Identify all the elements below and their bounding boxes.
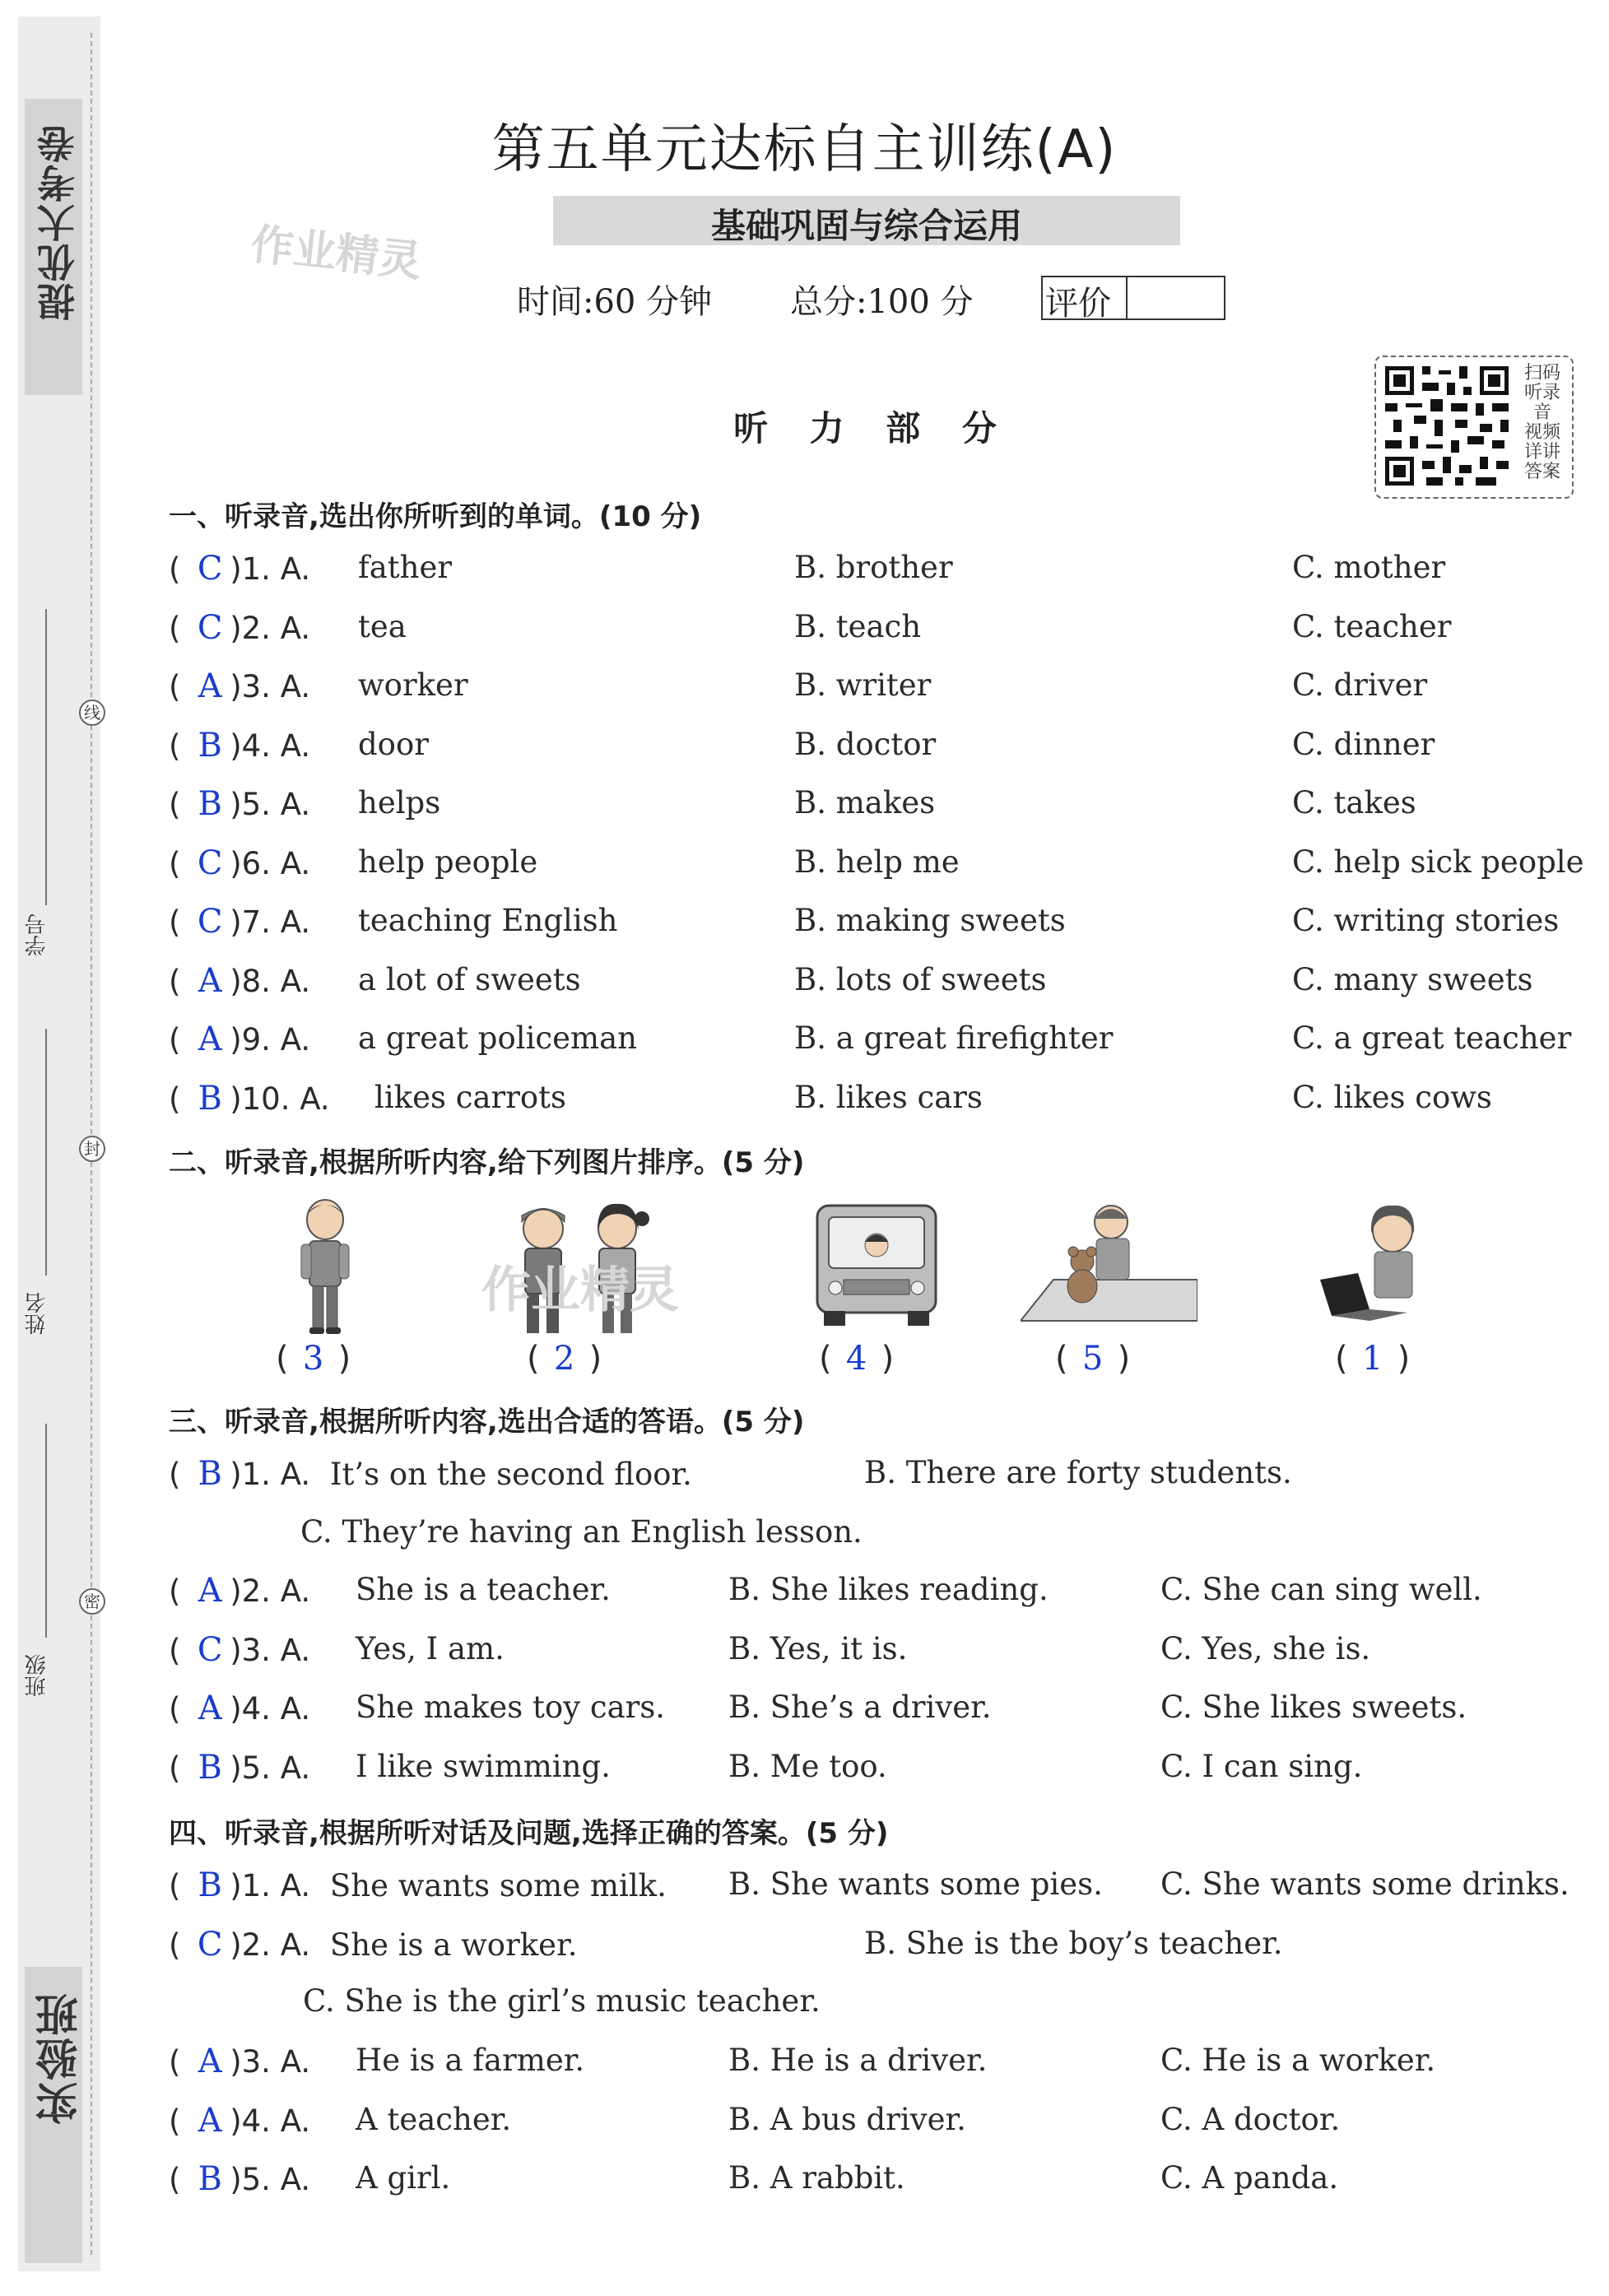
binding-mark-seal: 封 [79, 1136, 105, 1162]
close-paren: ) [1397, 1340, 1411, 1378]
s1-question-5 [169, 785, 310, 823]
question-number: )3. A. [230, 2044, 311, 2080]
s1-q3-option-a: worker [358, 667, 468, 703]
answer-mark: C [197, 1630, 223, 1669]
picture-order-2 [527, 1340, 602, 1378]
close-paren: ) [881, 1340, 895, 1378]
s4-q5-option-c: C. A panda. [1160, 2160, 1339, 2196]
option-a: It’s on the second floor. [329, 1457, 692, 1492]
open-paren: ( [169, 669, 191, 704]
s3-q2-option-a: She is a teacher. [356, 1572, 611, 1607]
open-paren: ( [169, 1081, 191, 1117]
open-paren: ( [169, 963, 191, 999]
s1-question-6 [169, 844, 310, 882]
s3-q1-option-c: C. They’re having an English lesson. [300, 1514, 863, 1550]
s1-q9-option-b: B. a great firefighter [794, 1020, 1114, 1056]
picture-toy-maker [1021, 1197, 1197, 1329]
option-a: She is a worker. [329, 1927, 578, 1963]
question-number: )2. A. [230, 1573, 311, 1609]
open-paren: ( [169, 1750, 191, 1786]
watermark-top: 作业精灵 [248, 220, 425, 287]
answer-mark: A [198, 667, 222, 705]
field-student-id: 学号 [25, 913, 49, 956]
open-paren: ( [169, 1457, 191, 1492]
evaluation-label: 评价 [1045, 285, 1111, 323]
s3-q2-option-c: C. She can sing well. [1160, 1572, 1482, 1607]
s1-q9-option-c: C. a great teacher [1292, 1020, 1572, 1056]
s3-question-4 [169, 1689, 310, 1727]
s3-question-1 [169, 1455, 692, 1493]
open-paren: ( [169, 2103, 191, 2139]
picture-order-4 [1055, 1340, 1130, 1378]
s1-q6-option-a: help people [358, 844, 538, 880]
answer-mark: A [198, 2101, 222, 2140]
open-paren: ( [169, 610, 191, 646]
open-paren: ( [169, 904, 191, 940]
s3-question-3 [169, 1631, 310, 1669]
answer-mark: C [197, 550, 223, 588]
answer-mark: B [198, 1866, 222, 1904]
open-paren: ( [169, 1691, 191, 1727]
listening-part-title: 听 力 部 分 [733, 408, 1011, 449]
question-number: )3. A. [230, 669, 311, 704]
question-number: )1. A. [230, 1868, 311, 1903]
s1-question-4 [169, 727, 310, 765]
s3-q4-option-a: She makes toy cars. [356, 1689, 666, 1725]
answer-mark: B [198, 726, 222, 765]
qr-caption: 扫码听录音 视频详讲答案 [1523, 363, 1560, 482]
s3-q5-option-b: B. Me too. [728, 1748, 887, 1784]
s4-q4-option-b: B. A bus driver. [728, 2101, 966, 2137]
s1-q10-option-c: C. likes cows [1292, 1079, 1492, 1115]
s1-q10-option-b: B. likes cars [794, 1079, 983, 1115]
time-limit: 时间:60 分钟 [517, 283, 713, 321]
sidebar-top-text: 提优大考卷 [36, 123, 81, 321]
answer-mark: A [198, 961, 222, 1000]
s4-q4-option-a: A teacher. [356, 2101, 512, 2137]
s4-q3-option-a: He is a farmer. [356, 2043, 585, 2078]
field-name-line [45, 1029, 47, 1276]
s4-question-1 [169, 1866, 667, 1904]
answer-mark: A [198, 2043, 222, 2080]
s1-q7-option-c: C. writing stories [1292, 903, 1560, 938]
s1-q9-option-a: a great policeman [358, 1020, 637, 1056]
s1-q1-option-a: father [358, 550, 453, 585]
answer-mark: A [198, 1689, 222, 1727]
page-subtitle: 基础巩固与综合运用 [710, 206, 1022, 246]
s3-q3-option-c: C. Yes, she is. [1160, 1630, 1371, 1666]
question-number: )3. A. [230, 1632, 311, 1668]
s1-q5-option-b: B. makes [794, 785, 936, 820]
s1-q1-option-b: B. brother [794, 550, 953, 585]
question-number: )7. A. [230, 904, 311, 940]
s1-q4-option-b: B. doctor [794, 726, 937, 762]
question-number: )5. A. [230, 787, 311, 822]
open-paren: ( [819, 1340, 832, 1378]
s4-q3-option-b: B. He is a driver. [728, 2043, 988, 2078]
s3-question-5 [169, 1749, 310, 1787]
answer-mark: C [197, 844, 223, 882]
s1-q7-option-b: B. making sweets [794, 903, 1066, 938]
s1-q10-option-a: likes carrots [374, 1079, 567, 1115]
watermark-middle: 作业精灵 [481, 1262, 679, 1319]
close-paren: ) [1117, 1340, 1131, 1378]
option-a: She wants some milk. [329, 1868, 667, 1903]
picture-woman-laptop [1317, 1197, 1440, 1329]
picture-boy-walking [280, 1193, 370, 1337]
s4-q1-option-c: C. She wants some drinks. [1160, 1866, 1569, 1902]
s3-q1-option-b: B. There are forty students. [864, 1455, 1292, 1490]
s1-question-10 [169, 1080, 330, 1118]
s3-q5-option-c: C. I can sing. [1160, 1748, 1363, 1784]
open-paren: ( [169, 1927, 191, 1963]
s4-q1-option-b: B. She wants some pies. [728, 1866, 1103, 1902]
s1-q1-option-c: C. mother [1292, 550, 1446, 585]
s3-q4-option-b: B. She’s a driver. [728, 1689, 992, 1725]
s4-q5-option-b: B. A rabbit. [728, 2160, 905, 2196]
open-paren: ( [169, 1022, 191, 1057]
question-number: )6. A. [230, 845, 311, 881]
s4-q3-option-c: C. He is a worker. [1160, 2043, 1436, 2078]
close-paren: ) [337, 1340, 351, 1378]
binding-mark-line: 线 [79, 699, 105, 726]
field-class: 班级 [25, 1654, 49, 1697]
open-paren: ( [169, 2044, 191, 2080]
answer-mark: B [198, 1748, 222, 1787]
sidebar-bottom-text: 实验班 [36, 1992, 86, 2125]
s4-question-5 [169, 2160, 310, 2198]
s3-q5-option-a: I like swimming. [356, 1748, 611, 1784]
question-number: )4. A. [230, 2103, 311, 2139]
open-paren: ( [169, 1573, 191, 1609]
picture-order-3 [819, 1340, 894, 1378]
s1-q3-option-b: B. writer [794, 667, 932, 703]
order-number: 3 [302, 1340, 324, 1378]
question-number: )8. A. [230, 963, 311, 999]
s1-q4-option-c: C. dinner [1292, 726, 1435, 762]
open-paren: ( [169, 845, 191, 881]
s3-q2-option-b: B. She likes reading. [728, 1572, 1049, 1607]
s4-question-4 [169, 2102, 310, 2140]
s1-question-1 [169, 550, 310, 588]
s1-q5-option-a: helps [358, 785, 441, 820]
open-paren: ( [169, 1868, 191, 1903]
question-number: )5. A. [230, 2162, 311, 2197]
s1-question-3 [169, 667, 310, 705]
s1-question-7 [169, 903, 310, 941]
answer-mark: B [198, 2160, 222, 2198]
answer-mark: B [198, 785, 222, 823]
s1-q7-option-a: teaching English [358, 903, 618, 938]
question-number: )2. A. [230, 610, 311, 646]
open-paren: ( [169, 727, 191, 764]
binding-mark-secret: 密 [79, 1588, 105, 1615]
total-score: 总分:100 分 [790, 283, 974, 321]
s3-q3-option-b: B. Yes, it is. [728, 1630, 908, 1666]
s3-q3-option-a: Yes, I am. [356, 1630, 505, 1666]
s4-q2-option-b: B. She is the boy’s teacher. [864, 1926, 1283, 1961]
question-number: )1. A. [230, 551, 311, 587]
s3-question-2 [169, 1572, 310, 1610]
s1-q3-option-c: C. driver [1292, 667, 1428, 703]
open-paren: ( [527, 1340, 540, 1378]
answer-mark: B [198, 1455, 222, 1493]
page-title: 第五单元达标自主训练(A) [491, 119, 1118, 180]
s1-question-2 [169, 609, 310, 647]
s1-q8-option-b: B. lots of sweets [794, 961, 1047, 997]
evaluation-separator [1126, 277, 1128, 318]
s1-q8-option-a: a lot of sweets [358, 961, 581, 997]
open-paren: ( [169, 1632, 191, 1668]
open-paren: ( [1055, 1340, 1068, 1378]
section-3-heading: 三、听录音,根据所听内容,选出合适的答语。(5 分) [169, 1406, 805, 1438]
close-paren: ) [588, 1340, 602, 1378]
s4-q5-option-a: A girl. [356, 2160, 451, 2196]
order-number: 2 [553, 1340, 575, 1378]
s4-question-2 [169, 1926, 577, 1964]
picture-order-1 [276, 1340, 351, 1378]
question-number: )4. A. [230, 727, 311, 764]
open-paren: ( [169, 551, 191, 587]
picture-order-5 [1335, 1340, 1410, 1378]
s4-q4-option-c: C. A doctor. [1160, 2101, 1341, 2137]
question-number: )1. A. [230, 1457, 311, 1492]
field-name: 姓名 [25, 1292, 49, 1335]
open-paren: ( [1335, 1340, 1348, 1378]
answer-mark: B [198, 1079, 222, 1118]
s1-q6-option-c: C. help sick people [1292, 844, 1584, 880]
answer-mark: A [198, 1020, 222, 1058]
open-paren: ( [169, 2162, 191, 2197]
s1-q2-option-b: B. teach [794, 608, 922, 644]
s1-question-8 [169, 962, 310, 1000]
s1-q6-option-b: B. help me [794, 844, 960, 880]
order-number: 5 [1081, 1340, 1104, 1378]
field-student-id-line [45, 609, 47, 905]
s1-q2-option-c: C. teacher [1292, 608, 1452, 644]
question-number: )2. A. [230, 1927, 311, 1963]
open-paren: ( [169, 787, 191, 822]
order-number: 1 [1361, 1340, 1383, 1378]
question-number: )9. A. [230, 1022, 311, 1057]
s4-question-3 [169, 2043, 310, 2080]
answer-mark: A [198, 1572, 222, 1610]
section-1-heading: 一、听录音,选出你所听到的单词。(10 分) [169, 500, 702, 533]
s3-q4-option-c: C. She likes sweets. [1160, 1689, 1467, 1725]
s1-q4-option-a: door [358, 726, 429, 762]
s1-q8-option-c: C. many sweets [1292, 961, 1533, 997]
answer-mark: C [197, 608, 223, 647]
order-number: 4 [845, 1340, 867, 1378]
s1-q2-option-a: tea [358, 608, 407, 644]
s4-q2-option-c: C. She is the girl’s music teacher. [303, 1983, 821, 2019]
question-number: )5. A. [230, 1750, 311, 1786]
question-number: )10. A. [230, 1081, 330, 1117]
question-number: )4. A. [230, 1691, 311, 1727]
section-4-heading: 四、听录音,根据所听对话及问题,选择正确的答案。(5 分) [169, 1817, 889, 1850]
s1-q5-option-c: C. takes [1292, 785, 1416, 820]
field-class-line [45, 1424, 47, 1638]
answer-mark: C [197, 1926, 223, 1964]
open-paren: ( [276, 1340, 289, 1378]
section-2-heading: 二、听录音,根据所听内容,给下列图片排序。(5 分) [169, 1146, 805, 1179]
picture-bus-driver [811, 1197, 942, 1329]
answer-mark: C [197, 903, 223, 941]
s1-question-9 [169, 1020, 310, 1058]
